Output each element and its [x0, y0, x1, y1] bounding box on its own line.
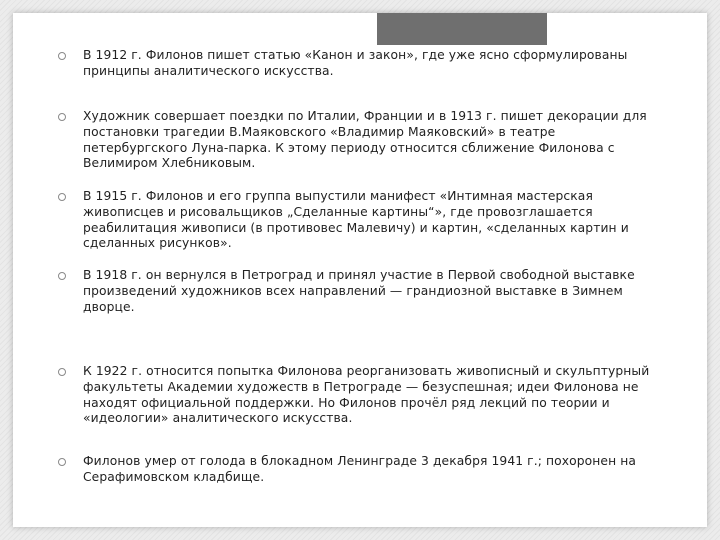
bullet-text: К 1922 г. относится попытка Филонова реорганизовать живописный и скульптурный факультеты Академии художеств в Петрограде — безуспешная; идеи Филонова не находят официальной поддержки. Но Филонов прочёл ряд лекций по теории и «идеологии» аналитического искусства.	[83, 364, 650, 426]
circle-bullet-icon	[58, 458, 66, 466]
bullet-text: В 1918 г. он вернулся в Петроград и принял участие в Первой свободной выставке произведений художников всех направлений — грандиозной выставке в Зимнем дворце.	[83, 268, 635, 314]
circle-bullet-icon	[58, 113, 66, 121]
list-item	[58, 364, 663, 427]
list-item	[58, 268, 663, 315]
circle-bullet-icon	[58, 368, 66, 376]
list-item	[58, 189, 663, 252]
bullet-text: Филонов умер от голода в блокадном Ленинграде 3 декабря 1941 г.; похоронен на Серафимовском кладбище.	[83, 454, 637, 484]
circle-bullet-icon	[58, 52, 66, 60]
list-item	[58, 109, 663, 172]
list-item	[58, 48, 663, 80]
list-item	[58, 454, 663, 486]
bullet-text: В 1915 г. Филонов и его группа выпустили манифест «Интимная мастерская живописцев и рисовальщиков „Сделанные картины“», где провозглашается реабилитация живописи (в противовес Малевичу) и картин, «сделанных картин и сделанных рисунков».	[83, 189, 629, 251]
circle-bullet-icon	[58, 193, 66, 201]
bullet-text: В 1912 г. Филонов пишет статью «Канон и закон», где уже ясно сформулированы принципы аналитического искусства.	[83, 48, 628, 78]
accent-tab	[377, 13, 547, 45]
circle-bullet-icon	[58, 272, 66, 280]
bullet-text: Художник совершает поездки по Италии, Франции и в 1913 г. пишет декорации для постановки трагедии В.Маяковского «Владимир Маяковский» в театре петербургского Луна-парка. К этому периоду относится сближение Филонова с Велимиром Хлебниковым.	[83, 109, 647, 171]
